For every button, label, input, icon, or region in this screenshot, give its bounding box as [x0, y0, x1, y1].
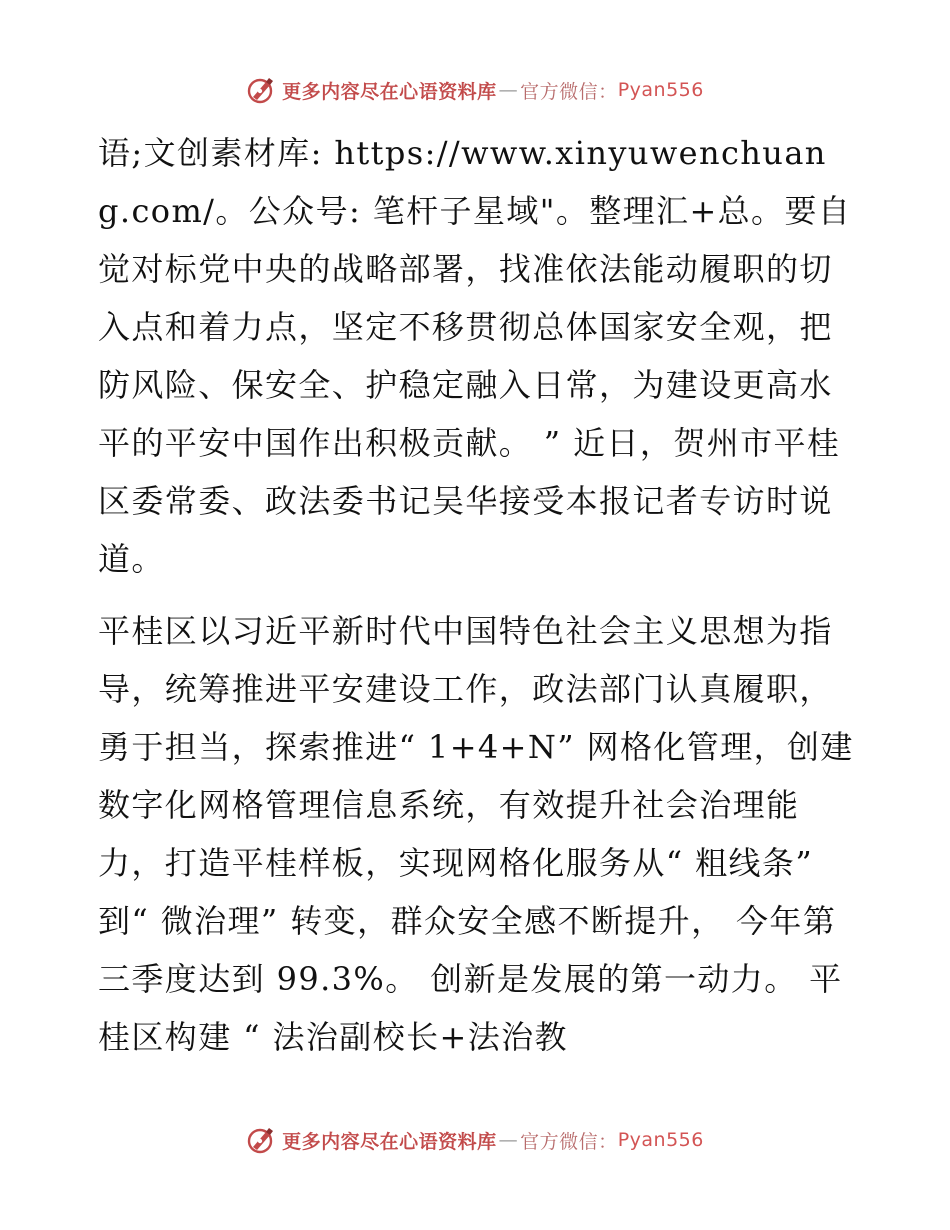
pen-logo-icon — [246, 75, 276, 105]
header-wechat-id: Pyan556 — [617, 79, 704, 101]
header-separator: ： — [598, 80, 618, 103]
footer-wechat-label: 官方微信 — [520, 1130, 599, 1153]
paragraph-2: 平桂区以习近平新时代中国特色社会主义思想为指导，统筹推进平安建设工作，政法部门认真履职，勇于担当，探索推进“ 1+4+N” 网格化管理，创建数字化网格管理信息系统，有效提升社会治理能力，打造平桂样板，实现网格化服务从“ 粗线条” 到“ 微治理” 转变，群众安全感不断提升， 今年第三季度达到 99.3%。 创新是发展的第一动力。 平桂区构建 “ 法治副校长+法治教 — [98, 612, 854, 1056]
footer-separator: ： — [598, 1130, 618, 1153]
header-wechat-label: 官方微信 — [520, 80, 599, 103]
footer-site-text: 更多内容尽在心语资料库 — [282, 1130, 497, 1153]
header-dash: — — [498, 79, 519, 101]
document-body — [98, 124, 858, 1066]
footer-dash: — — [498, 1129, 519, 1151]
header-watermark-banner — [0, 72, 950, 108]
footer-wechat-id: Pyan556 — [617, 1129, 704, 1151]
paragraph-1: 语;文创素材库: https://www.xinyuwenchuang.com/。公众号: 笔杆子星域"。整理汇+总。要自觉对标党中央的战略部署，找准依法能动履职的切入点和着力点，坚定不移贯彻总体国家安全观，把防风险、保安全、护稳定融入日常，为建设更高水平的平安中国作出积极贡献。 ” 近日，贺州市平桂区委常委、政法委书记吴华接受本报记者专访时说道。 — [98, 134, 852, 578]
header-site-text: 更多内容尽在心语资料库 — [282, 80, 497, 103]
pen-logo-icon — [246, 1125, 276, 1155]
footer-watermark-banner — [0, 1122, 950, 1158]
